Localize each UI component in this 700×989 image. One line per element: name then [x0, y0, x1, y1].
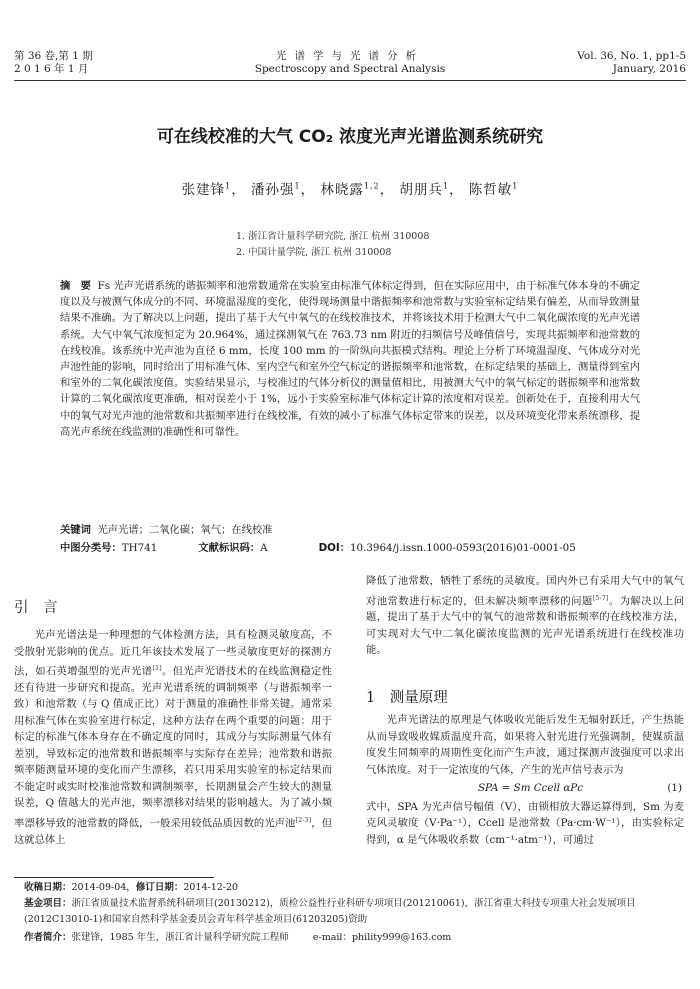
- doi-label: DOI：: [318, 542, 350, 554]
- volume-info-en: [577, 50, 686, 76]
- author-list: 张建锋$^1$， 潘孙强$^1$， 林晓露$^{1,2}$， 胡朋兵$^1$， 陈哲敏$^1$: [181, 181, 519, 198]
- intro-paragraph: 光声光谱法是一种理想的气体检测方法，具有检测灵敏度高，不受散射光影响的优点。近几年该技术发展了一些灵敏度更好的探测方法，如石英增强型的光声光谱: [14, 629, 332, 678]
- intro-text: [14, 627, 332, 848]
- section-heading-intro: 引 言: [14, 600, 58, 616]
- keywords: [60, 522, 640, 538]
- author: 胡朋兵: [399, 182, 443, 198]
- author: 潘孙强: [250, 182, 295, 198]
- footnote-divider: [14, 877, 214, 878]
- journal-cn: 光谱学与光谱分析: [276, 50, 424, 62]
- received-label: 收稿日期：: [24, 882, 72, 893]
- citation: [1]: [152, 664, 162, 672]
- equation-1: [366, 780, 684, 797]
- section-1-text: [366, 712, 684, 848]
- author-bio: [24, 930, 690, 946]
- journal-en: Spectroscopy and Spectral Analysis: [254, 63, 446, 75]
- author-email: e-mail：phility999@163.com: [312, 932, 452, 943]
- abstract-label: 摘 要: [60, 280, 91, 292]
- volume-en: Vol. 36, No. 1, pp1-5: [577, 50, 686, 62]
- doi: 10.3964/j.issn.1000-0593(2016)01-0001-05: [350, 542, 576, 554]
- clc-label: 中图分类号：: [60, 542, 122, 554]
- equation-number: (1): [667, 782, 682, 794]
- citation: [5-7]: [592, 593, 609, 602]
- body-paragraph: 降低了池常数，牺牲了系统的灵敏度。国内外已有采用大气中的氧气对池常数进行标定的，但未解决频率漂移的问题: [366, 575, 684, 607]
- author-aff-mark: 1: [294, 181, 301, 191]
- fund-value: 浙江省质量技术监督系统科研项目(20130212)，质检公益性行业科研专项项目(201210061)，浙江省重大科技专项重大社会发展项目(2012C13010-1)和国家自然科学基金委员会青年科学基金项目(61203205)资助: [24, 898, 636, 925]
- author: 张建锋: [181, 182, 226, 198]
- doc-label: 文献标识码：: [198, 542, 261, 554]
- header-divider: [14, 80, 686, 81]
- received-date: 收稿日期：2014-09-04，修订日期：2014-12-20: [24, 882, 239, 893]
- volume-cn: 第 36 卷,第 1 期: [14, 50, 93, 62]
- fund-label: 基金项目：: [24, 898, 72, 909]
- affiliation: 1. 浙江省计量科学研究院, 浙江 杭州 310008: [236, 231, 430, 242]
- author-aff-mark: 1: [225, 181, 232, 191]
- revised-label: 修订日期：: [135, 882, 184, 893]
- doc-code: A: [260, 542, 268, 554]
- date-en: January, 2016: [612, 63, 686, 75]
- fund-info: [24, 896, 690, 928]
- bio-value: 张建锋，1985 年生，浙江省计量科学研究院工程师: [71, 932, 289, 943]
- received-value: 2014-09-04: [71, 882, 127, 893]
- abstract: [60, 278, 640, 440]
- author-aff-mark: 1: [512, 181, 519, 191]
- bio-label: 作者简介：: [24, 932, 72, 943]
- author: 林晓露: [320, 182, 364, 198]
- section-heading-1: 1 测量原理: [366, 690, 448, 706]
- body-paragraph: 式中，SPA 为光声信号幅值（V），由锁相放大器运算得到，Sm 为麦克风灵敏度（V·Pa⁻¹），Ccell 是池常数（Pa·cm·W⁻¹），由实验标定得到，α 是气体吸收系数（cm⁻¹·atm⁻¹），可通过: [366, 800, 684, 846]
- author: 陈哲敏: [468, 182, 513, 198]
- author-aff-mark: 1: [442, 181, 449, 191]
- citation: [2-3]: [295, 815, 312, 824]
- clc-code: TH741: [121, 542, 158, 554]
- keywords-label: 关键词: [60, 524, 91, 536]
- body-paragraph: 。为解决以上问题，提出了基于大气中的氧气的池常数和谐振频率的在线校准方法，可实现对大气中二氧化碳浓度监测的光声光谱系统进行在线校准功能。: [366, 594, 685, 657]
- equation-body: SPA = Sm Ccell αPc: [478, 782, 583, 794]
- abstract-text: Fs 光声光谱系统的谐振频率和池常数通常在实验室由标准气体标定得到，但在实际应用中，由于标准气体本身的不确定度以及与被测气体成分的不同、环境温湿度的变化，使得现场测量中谐振频率和池常数与实验室标定结果有偏差，从而导致测量结果不准确。为了解决以上问题，提出了基于大气中氧气的在线校准技术，并将该技术用于检测大气中二氧化碳浓度的光声光谱系统。大气中氧气浓度恒定为 20.964%，通过探测氧气在 763.73 nm 附近的扫频信号及峰值信号，实现共振频率和池常数的在线校准。该系统中光声池为直径 6 mm，长度 100 mm 的一阶纵向共振模式结构。理论上分析了环境温湿度、气体成分对光声池性能的影响，同时给出了用标准气体、室内空气和室外空气标定的谐振频率和池常数，在标定结果的基础上，测量得到室内和室外的二氧化碳浓度值。实验结果显示，与校准过的气体分析仪的测量值相比，用被测大气中的氧气标定的谐振频率和池常数计算的二氧化碳浓度更准确，相对误差小于 1%，远小于实验室标准气体标定计算的浓度相对误差。创新处在于，直接利用大气中的氧气对光声池的池常数和共振频率进行在线校准，有效的减小了标准气体标定带来的误差，以及环境变化带来系统漂移，提高光声系统在线监测的准确性和可靠性。: [60, 280, 640, 438]
- intro-paragraph: 。但光声光谱技术的在线监测稳定性还有待进一步研究和提高。光声光谱系统的调制频率（与谐振频率一致）和池常数（与 Q 值成正比）对于测量的准确性非常关键。通常采用标准气体在实验室进行标定，这种方法存在两个重要的问题：用于标定的标准气体本身存在不确定度的同时，其成分与实际测量气体有差别，导致标定的池常数和谐振频率与实际存在差异；池常数和谐振频率随测量环境的变化而产生漂移，若只用采用实验室的标定结果而不能定时或实时校准池常数和调制频率，长期测量会产生较大的测量误差，Q 值越大的光声池，频率漂移对结果的影响越大。为了减小频率漂移导致的池常数的降低，一般采用较低品质因数的光声池: [14, 665, 333, 830]
- keywords-text: 光声光谱；二氧化碳；氧气；在线校准: [97, 524, 273, 536]
- right-column-text: [366, 573, 684, 659]
- author-aff-mark: 1,2: [363, 181, 380, 191]
- intro-paragraph: ，但这就总体上: [14, 817, 332, 846]
- paper-title: 可在线校准的大气 CO₂ 浓度光声光谱监测系统研究: [156, 127, 544, 147]
- classification: [60, 540, 640, 556]
- body-paragraph: 光声光谱法的原理是气体吸收光能后发生无辐射跃迁，产生热能从而导致吸收媒质温度升高，如果将入射光进行光强调制，使媒质温度发生同频率的周期性变化而产生声波，通过探测声波强度可以求出气体浓度。对于一定浓度的气体，产生的光声信号表示为: [366, 714, 684, 776]
- affiliation: 2. 中国计量学院, 浙江 杭州 310008: [236, 247, 392, 258]
- revised-value: 2014-12-20: [183, 882, 239, 893]
- date-cn: 2 0 1 6 年 1 月: [14, 63, 89, 75]
